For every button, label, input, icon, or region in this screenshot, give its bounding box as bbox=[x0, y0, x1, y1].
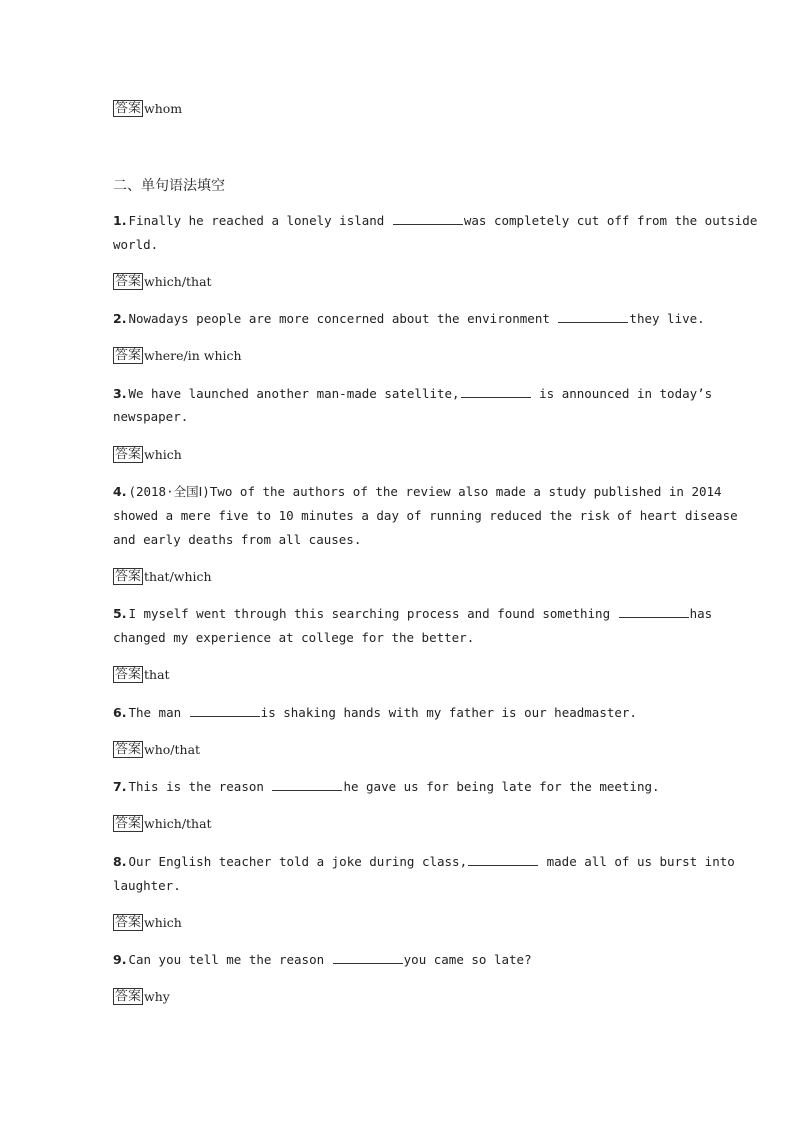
answer-label: 答案 bbox=[115, 348, 142, 363]
answer-text: which bbox=[144, 914, 182, 930]
answer-label: 答案 bbox=[115, 915, 142, 930]
answer-label: 答案 bbox=[115, 101, 142, 116]
question-text: he gave us for being late for the meeting. bbox=[343, 779, 660, 794]
question-4-line-3: and early deaths from all causes. bbox=[113, 532, 362, 547]
question-number: 4. bbox=[113, 484, 127, 499]
answer-text: which bbox=[144, 446, 182, 462]
question-8-line-1 bbox=[113, 854, 735, 870]
answer-label: 答案 bbox=[115, 274, 142, 289]
answer-text: that/which bbox=[144, 568, 212, 584]
question-5-line-1 bbox=[113, 606, 713, 622]
question-text: has bbox=[689, 606, 713, 621]
question-text: The man bbox=[128, 705, 189, 720]
answer-row-4 bbox=[113, 568, 212, 585]
question-6-line-1 bbox=[113, 705, 637, 721]
answer-row-5 bbox=[113, 666, 170, 683]
question-text: Our English teacher told a joke during class, bbox=[128, 854, 468, 869]
answer-row-3 bbox=[113, 446, 182, 463]
question-text: made all of us burst into bbox=[539, 854, 735, 869]
answer-row-1 bbox=[113, 273, 212, 290]
question-2-line-1 bbox=[113, 311, 705, 327]
question-4-line-2: showed a mere five to 10 minutes a day of running reduced the risk of heart disease bbox=[113, 508, 738, 523]
question-number: 6. bbox=[113, 705, 127, 720]
question-4-line-1 bbox=[113, 484, 722, 500]
question-3-line-2: newspaper. bbox=[113, 409, 189, 424]
question-1-line-1 bbox=[113, 213, 758, 229]
question-text: you came so late? bbox=[403, 952, 532, 967]
answer-text: where/in which bbox=[144, 347, 242, 363]
answer-row-0 bbox=[113, 100, 182, 117]
question-text: Finally he reached a lonely island bbox=[128, 213, 392, 228]
question-text: We have launched another man-made satellite, bbox=[128, 386, 460, 401]
answer-label: 答案 bbox=[115, 742, 142, 757]
question-number: 5. bbox=[113, 606, 127, 621]
question-1-line-2: world. bbox=[113, 237, 159, 252]
answer-label: 答案 bbox=[115, 569, 142, 584]
answer-text: which/that bbox=[144, 273, 212, 289]
answer-blank[interactable] bbox=[333, 953, 403, 964]
question-text: Can you tell me the reason bbox=[128, 952, 332, 967]
answer-blank[interactable] bbox=[558, 312, 628, 323]
answer-row-8 bbox=[113, 914, 182, 931]
answer-text: who/that bbox=[144, 741, 201, 757]
question-number: 7. bbox=[113, 779, 127, 794]
answer-label: 答案 bbox=[115, 989, 142, 1004]
answer-label: 答案 bbox=[115, 816, 142, 831]
question-text: Nowadays people are more concerned about the environment bbox=[128, 311, 558, 326]
answer-row-9 bbox=[113, 988, 170, 1005]
answer-text: whom bbox=[144, 100, 183, 116]
question-number: 9. bbox=[113, 952, 127, 967]
answer-blank[interactable] bbox=[461, 387, 531, 398]
question-text: This is the reason bbox=[128, 779, 272, 794]
answer-text: which/that bbox=[144, 815, 212, 831]
question-text: (2018·全国Ⅰ)Two of the authors of the review also made a study published in 2014 bbox=[128, 484, 722, 499]
answer-blank[interactable] bbox=[619, 607, 689, 618]
question-7-line-1 bbox=[113, 779, 660, 795]
question-number: 2. bbox=[113, 311, 127, 326]
question-number: 3. bbox=[113, 386, 127, 401]
question-3-line-1 bbox=[113, 386, 713, 402]
answer-row-2 bbox=[113, 347, 242, 364]
answer-text: why bbox=[144, 988, 170, 1004]
section-title: 二、单句语法填空 bbox=[113, 178, 225, 194]
answer-blank[interactable] bbox=[393, 214, 463, 225]
question-text: is announced in today’s bbox=[531, 386, 713, 401]
answer-blank[interactable] bbox=[190, 706, 260, 717]
answer-row-6 bbox=[113, 741, 200, 758]
question-number: 8. bbox=[113, 854, 127, 869]
answer-row-7 bbox=[113, 815, 212, 832]
question-number: 1. bbox=[113, 213, 127, 228]
answer-blank[interactable] bbox=[272, 780, 342, 791]
answer-blank[interactable] bbox=[468, 855, 538, 866]
answer-text: that bbox=[144, 666, 170, 682]
question-5-line-2: changed my experience at college for the better. bbox=[113, 630, 475, 645]
question-text: they live. bbox=[629, 311, 705, 326]
answer-label: 答案 bbox=[115, 667, 142, 682]
question-8-line-2: laughter. bbox=[113, 878, 181, 893]
question-text: was completely cut off from the outside bbox=[463, 213, 758, 228]
answer-label: 答案 bbox=[115, 447, 142, 462]
question-text: I myself went through this searching process and found something bbox=[128, 606, 618, 621]
question-text: is shaking hands with my father is our headmaster. bbox=[260, 705, 637, 720]
question-9-line-1 bbox=[113, 952, 532, 968]
